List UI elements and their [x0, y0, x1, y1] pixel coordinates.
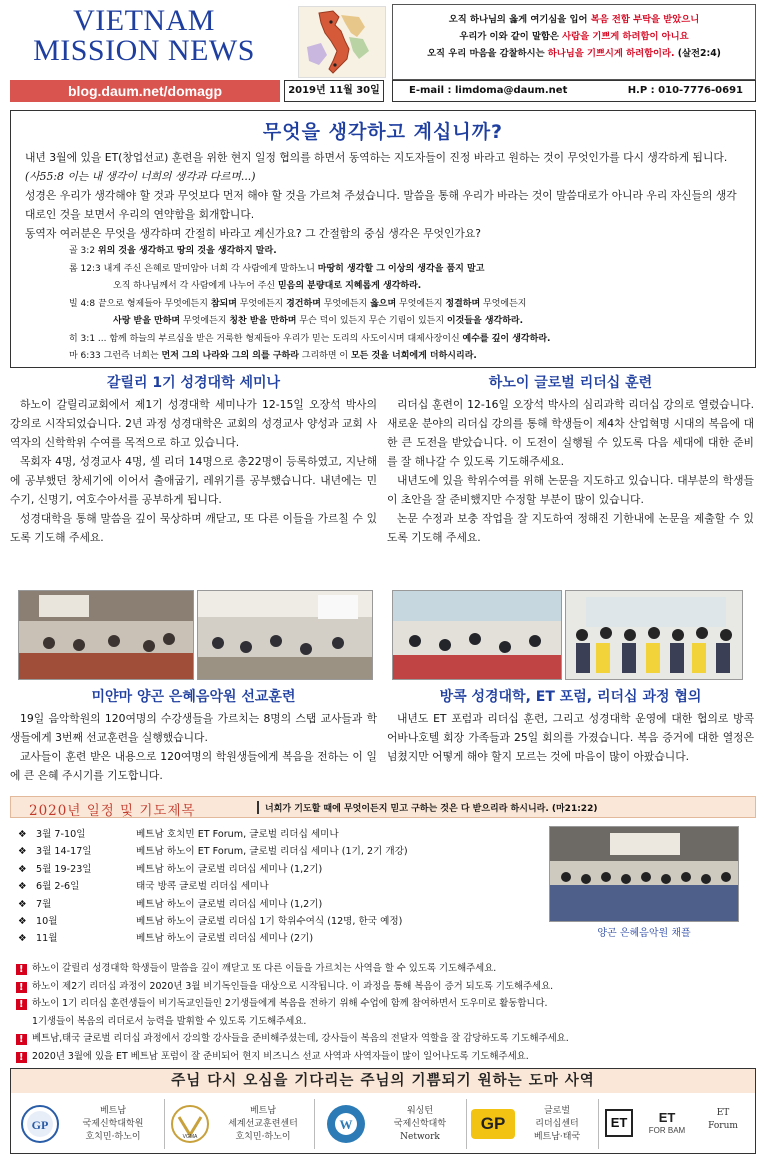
verse-text: 마 6:33 그런즉 너희는	[69, 351, 162, 361]
partner-label	[519, 1105, 595, 1144]
footer	[10, 1068, 756, 1154]
contact-phone: H.P : 010-7776-0691	[627, 85, 743, 96]
partner-label	[65, 1105, 161, 1144]
prayer-request	[14, 978, 754, 996]
prayer-request-text: 1기생들이 복음의 리더로서 능력을 발휘할 수 있도록 기도해주세요.	[32, 1015, 307, 1027]
verse-text: 그리하면 이	[298, 351, 351, 361]
partner-washington[interactable]	[317, 1099, 467, 1149]
masthead	[10, 6, 278, 80]
prayer-request-text: 2020년 3월에 있을 ET 베트남 포럼이 잘 준비되어 현지 비즈니스 선교 사역과 사역자들이 많이 일어나도록 기도해주세요.	[32, 1050, 529, 1062]
main-p1-scripture: (사55:8 이는 내 생각이 너희의 생각과 다르며...)	[25, 170, 256, 183]
bangkok-article	[387, 686, 754, 766]
partner-gp-theology[interactable]	[17, 1099, 165, 1149]
verse-emph: 먼저 그의 나라와 그의 의를 구하라	[161, 351, 299, 361]
leadership-photo-1	[392, 590, 562, 680]
verse-text: 오직 하나님께서 각 사람에게 나누어 주신	[113, 281, 278, 291]
galilee-p3: 성경대학을 통해 말씀을 깊이 묵상하며 깨닫고, 또 다른 이들을 가르칠 수 있도록 기도해 주세요.	[10, 512, 377, 544]
verse-emph: 마땅히 생각할 그 이상의 생각을 품지 말고	[317, 263, 485, 274]
verse-emph: 옳으며	[370, 298, 397, 309]
quote-line3-b: 하나님을 기쁘시게 하려함이라.	[547, 48, 675, 59]
partner-global-leadership[interactable]	[469, 1099, 599, 1149]
verse-text: 무엇에든지	[236, 298, 287, 309]
verse-emph: 예수를 깊이 생각하라.	[462, 333, 551, 344]
et-forbam-sub: FOR BAM	[648, 1126, 686, 1135]
verse-emph: 사랑 받을 만하며	[113, 316, 181, 326]
myanmar-p1: 19일 음악학원의 120여명의 수강생들을 가르치는 8명의 스탭 교사들과 학생들에게 3번째 선교훈련을 실행했습니다.	[10, 712, 377, 744]
vgma-logo-icon	[171, 1105, 209, 1143]
diamond-bullet-icon: ❖	[18, 881, 27, 893]
prayer-request-text: 베트남,태국 글로벌 리더십 과정에서 강의할 강사들을 준비해주셨는데, 강사들이 복음의 전달자 역할을 잘 감당하도록 기도해주세요.	[32, 1033, 569, 1045]
schedule-date: 6월 2-6일	[36, 881, 80, 893]
gp-yellow-logo-icon: GP	[471, 1109, 515, 1139]
schedule-item	[18, 826, 538, 843]
verse-emph: 위의 것을 생각하고 땅의 것을 생각하지 말라.	[97, 246, 277, 256]
verse-col3-2	[69, 243, 741, 261]
schedule-event: 베트남 하노이 ET Forum, 글로벌 리더십 세미나 (1기, 2기 개강)	[136, 846, 408, 858]
prayer-request	[14, 1030, 754, 1048]
partner-logos	[17, 1099, 749, 1149]
verse-ref: 골 3:2	[69, 246, 98, 256]
verse-text: 무엇에든지	[180, 316, 230, 326]
verse-rom12-3	[69, 261, 741, 279]
main-p1-text: 내년 3월에 있을 ET(창업선교) 훈련을 위한 현지 일정 협의를 하면서 동역하는 지도자들이 진정 바라고 원하는 것이 무엇인가를 다시 생각하게 됩니다.	[25, 151, 728, 164]
schedule-item	[18, 843, 538, 860]
schedule-date: 3월 14-17일	[36, 846, 92, 858]
myanmar-p2: 교사들이 훈련 받은 내용으로 120여명의 학원생들에게 복음을 전하는 이 일에 큰 은혜 주시기를 기도합니다.	[10, 750, 377, 782]
schedule-event: 베트남 호치민 ET Forum, 글로벌 리더십 세미나	[136, 829, 339, 840]
washington-logo-text: W	[339, 1117, 353, 1132]
schedule-event: 베트남 하노이 글로벌 리더십 세미나 (2기)	[136, 933, 314, 945]
partner-line: 국제신학대학	[393, 1119, 447, 1129]
main-paragraph-1	[25, 148, 741, 186]
quote-line1-a: 오직 하나님의 옳게 여기심을 입어	[448, 14, 591, 25]
verse-emph: 경건하며	[286, 298, 321, 309]
verse-matt6-33	[69, 348, 741, 366]
prayer-request-text: 하노이 1기 리더십 훈련생들이 비기독교인들인 2기생들에게 복음을 전하기 위해 수업에 함께 참여하면서 도우미로 활동합니다.	[32, 998, 548, 1010]
quote-line2-b: 사람을 기쁘게 하려함이 아니요	[562, 31, 689, 42]
washington-logo-icon	[327, 1105, 365, 1143]
alert-icon	[16, 1034, 27, 1045]
hanoi-leadership-title: 하노이 글로벌 리더십 훈련	[488, 375, 653, 391]
partner-line: Forum	[708, 1121, 738, 1131]
galilee-p2: 목회자 4명, 성경교사 4명, 셀 리더 14명으로 총22명이 등록하였고, 지난해에 공부했던 창세기에 이어서 출애굽기, 레위기를 공부했습니다. 내년에는 민수기, 신명기, 여호수아서를 공부하게 됩니다.	[10, 455, 377, 506]
partner-line: 워싱턴	[406, 1106, 434, 1116]
partner-line: 호치민·하노이	[235, 1132, 291, 1142]
prayer-request-text: 하노이 제2기 리더십 과정이 2020년 3월 비기독인들을 대상으로 시작됩니다. 이 과정을 통해 복음이 증거 되도록 기도해주세요.	[32, 980, 554, 992]
diamond-bullet-icon: ❖	[18, 933, 27, 945]
newsletter-title-line1: VIETNAM	[73, 4, 215, 37]
verse-text: 빌 4:8 끝으로 형제들아 무엇에든지	[69, 298, 211, 309]
partner-label	[377, 1105, 463, 1144]
diamond-bullet-icon: ❖	[18, 915, 27, 927]
prayer-request-text: 하노이 갈릴리 성경대학 학생들이 말씀을 깊이 깨닫고 또 다른 이들을 가르치는 사역을 할 수 있도록 기도해주세요.	[32, 963, 497, 974]
issue-date: 2019년 11월 30일	[284, 80, 384, 102]
hanoi-leadership-p2: 내년도에 있을 학위수여를 위해 논문을 지도하고 있습니다. 대부분의 학생들이 초안을 잘 준비했지만 수정할 부분이 많이 있습니다.	[387, 474, 754, 506]
myanmar-article	[10, 686, 377, 785]
partner-line: 글로벌	[543, 1106, 571, 1116]
hanoi-leadership-p3: 논문 수정과 보충 작업을 잘 지도하여 정해진 기한내에 논문을 제출할 수 있도록 기도해 주세요.	[387, 512, 754, 544]
partner-line: Network	[400, 1132, 440, 1142]
schedule-item	[18, 913, 538, 930]
yangon-chapel-caption: 양곤 은혜음악원 채플	[597, 928, 691, 939]
main-paragraph-2: 성경은 우리가 생각해야 할 것과 무엇보다 먼저 해야 할 것을 가르쳐 주셨습니다. 말씀을 통해 우리가 바라는 것이 말씀대로가 아니라 우리 자신들의 생각대로인 것을 보면서 우리의 연약함을 회개합니다.	[25, 189, 737, 221]
alert-icon	[16, 982, 27, 993]
galilee-p1: 하노이 갈릴리교회에서 제1기 성경대학 세미나가 12-15일 오장석 박사의 강의로 시작되었습니다. 2년 과정 성경대학은 교회의 성경교사 양성과 교회 사역자의 신학학위 수여를 목적으로 하고 있습니다.	[10, 398, 377, 449]
verse-emph: 모든 것을 너희에게 더하시리라.	[350, 351, 477, 361]
diamond-bullet-icon: ❖	[18, 846, 27, 858]
verse-emph: 정결하며	[445, 298, 481, 309]
verse-text: 히 3:1 ... 함께 하늘의 부르심을 받은 거룩한 형제들아 우리가 믿는 도리의 사도이시며 대제사장이신	[69, 333, 463, 344]
schedule-event: 베트남 하노이 글로벌 리더십 세미나 (1,2기)	[136, 863, 323, 875]
hanoi-leadership-p1: 리더십 훈련이 12-16일 오장석 박사의 심리과학 리더십 강의로 열렸습니다. 새로운 분야의 리더십 강의를 통해 학생들이 제4차 산업혁명 시대의 복음에 대한 큰 도전을 받았습니다. 이 도전이 실행될 수 있도록 다음 세대에 대한 준비를 잘 해나갈 수 있도록 기도해주세요.	[387, 398, 754, 468]
hanoi-leadership-article	[387, 372, 754, 547]
prayer-requests	[14, 960, 754, 1066]
partner-line: 호치민·하노이	[85, 1132, 141, 1142]
scripture-quote-box	[392, 4, 756, 80]
verse-text: 무엇에든지	[480, 298, 527, 309]
main-article	[10, 110, 756, 368]
verse-text: 무엇에든지	[320, 298, 371, 309]
schedule-verse: 너희가 기도할 때에 무엇이든지 믿고 구하는 것은 다 받으리라 하시니라. (마21:22)	[257, 801, 597, 814]
partner-label	[215, 1105, 311, 1144]
verse-emph: 참되며	[210, 298, 237, 309]
quote-line1-b: 복음 전함 부탁을 받았으니	[590, 14, 700, 25]
myanmar-title: 미얀마 양곤 은혜음악원 선교훈련	[91, 689, 296, 705]
prayer-request-continued	[14, 1013, 754, 1031]
verse-text: 무슨 덕이 있든지 무슨 기림이 있든지	[296, 316, 447, 326]
et-square-logo-icon: ET	[605, 1109, 633, 1137]
schedule-title: 2020년 일정 및 기도제목	[29, 803, 196, 819]
galilee-seminar-article	[10, 372, 377, 547]
alert-icon	[16, 999, 27, 1010]
partner-line: ET	[716, 1108, 730, 1118]
vietnam-map-image	[298, 6, 386, 78]
quote-line2-a: 우리가 이와 같이 말함은	[459, 31, 563, 42]
schedule-item	[18, 930, 538, 947]
prayer-request	[14, 1048, 754, 1066]
schedule-date: 5월 19-23일	[36, 863, 92, 875]
quote-line3-a: 오직 우리 마음을 감찰하시는	[427, 48, 548, 59]
galilee-title: 갈릴리 1기 성경대학 세미나	[106, 375, 281, 391]
schedule-item	[18, 896, 538, 913]
newsletter-title-line2: MISSION NEWS	[33, 34, 255, 67]
schedule-date: 3월 7-10일	[36, 829, 86, 840]
seminar-photo-2	[197, 590, 373, 680]
prayer-request	[14, 995, 754, 1013]
gp-logo-text: GP	[31, 1118, 49, 1132]
vgma-logo-text: VGMA	[182, 1134, 198, 1140]
diamond-bullet-icon: ❖	[18, 863, 27, 875]
blog-url[interactable]: blog.daum.net/domagp	[10, 80, 280, 102]
verse-emph: 이것들을 생각하라.	[446, 316, 524, 326]
partner-et-forum[interactable]	[601, 1099, 749, 1149]
schedule-item	[18, 861, 538, 878]
partner-vgma[interactable]	[167, 1099, 315, 1149]
main-article-title: 무엇을 생각하고 계십니까?	[262, 121, 504, 143]
schedule-date: 11월	[36, 933, 58, 945]
diamond-bullet-icon: ❖	[18, 829, 27, 840]
contact-bar	[392, 80, 756, 102]
verse-rom12-3-cont	[113, 278, 741, 296]
alert-icon	[16, 964, 27, 975]
partner-line: 국제신학대학원	[82, 1119, 144, 1129]
partner-line: 리더십센터	[535, 1119, 579, 1129]
partner-line: 세계선교훈련센터	[228, 1119, 298, 1129]
partner-line: 베트남·태국	[533, 1132, 581, 1142]
schedule-event: 베트남 하노이 글로벌 리더십 1기 학위수여식 (12명, 한국 예정)	[136, 915, 403, 927]
seminar-photo-1	[18, 590, 194, 680]
verse-text: 무엇에든지	[396, 298, 446, 309]
schedule-event: 베트남 하노이 글로벌 리더십 세미나 (1,2기)	[136, 898, 323, 910]
alert-icon	[16, 1052, 27, 1063]
bangkok-p1: 내년도 ET 포럼과 리더십 훈련, 그리고 성경대학 운영에 대한 협의로 방콕 어바나호텔 회장 가족들과 25일 회의를 가졌습니다. 복음 증거에 대한 열정은 넘쳤지만 어떻게 해야 할지 모르는 것에 마음이 많이 아팠습니다.	[387, 712, 754, 763]
partner-label	[699, 1107, 747, 1133]
verse-phil4-8-cont	[113, 313, 741, 331]
footer-title: 주님 다시 오심을 기다리는 주님의 기쁨되기 원하는 도마 사역	[11, 1069, 755, 1093]
verse-emph: 믿음의 분량대로 지혜롭게 생각하라.	[277, 281, 422, 291]
schedule-event: 태국 방콕 글로벌 리더십 세미나	[136, 881, 269, 893]
quote-line3-c: (살전2:4)	[674, 48, 721, 59]
partner-line: 베트남	[249, 1106, 277, 1116]
verse-emph: 칭찬 받을 만하며	[229, 316, 297, 326]
main-paragraph-3: 동역자 여러분은 무엇을 생각하며 간절히 바라고 계신가요? 그 간절함의 중심 생각은 무엇인가요?	[25, 227, 481, 240]
schedule-date: 10월	[36, 915, 58, 927]
schedule-item	[18, 878, 538, 895]
schedule-date: 7월	[36, 898, 52, 910]
leadership-group-photo	[565, 590, 743, 680]
et-forbam-logo-icon	[639, 1111, 695, 1139]
diamond-bullet-icon: ❖	[18, 898, 27, 910]
bangkok-title: 방콕 성경대학, ET 포럼, 리더십 과정 협의	[439, 689, 702, 705]
verse-ref: 롬 12:3 내게 주신 은혜로 말미암아 너희 각 사람에게 말하노니	[69, 263, 318, 274]
et-forbam-et: ET	[658, 1110, 676, 1125]
verse-heb3-1	[69, 331, 741, 349]
verse-phil4-8	[69, 296, 741, 314]
contact-email[interactable]: E-mail : limdoma@daum.net	[409, 85, 568, 96]
yangon-chapel-photo	[549, 826, 739, 922]
prayer-request	[14, 960, 754, 978]
partner-line: 베트남	[99, 1106, 127, 1116]
gp-logo-icon	[21, 1105, 59, 1143]
schedule-list	[18, 826, 538, 948]
schedule-header	[10, 796, 756, 818]
